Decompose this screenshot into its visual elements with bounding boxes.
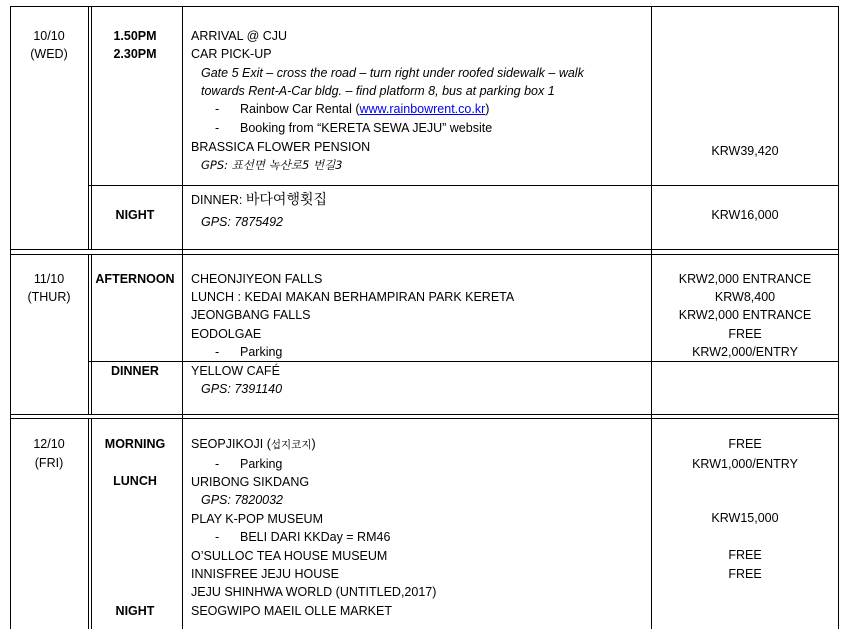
activity-arrival: ARRIVAL @ CJU xyxy=(191,29,288,43)
day-divider xyxy=(10,249,839,250)
slot-time: NIGHT xyxy=(115,208,155,222)
day-date: 11/10 xyxy=(33,272,65,286)
activity-line: INNISFREE JEJU HOUSE xyxy=(191,567,339,581)
activity-pension: BRASSICA FLOWER PENSION xyxy=(191,140,371,154)
gps-text: GPS: 7820032 xyxy=(201,493,284,507)
activity-sub-line: Parking xyxy=(240,457,283,471)
day-date: 12/10 xyxy=(33,437,65,451)
bullet-dash: - xyxy=(215,530,220,544)
cost-value: FREE xyxy=(728,567,762,581)
cost-value: KRW15,000 xyxy=(711,511,779,525)
slot-time: NIGHT xyxy=(115,604,155,618)
activity-line: YELLOW CAFÉ xyxy=(191,364,280,378)
slot-time: AFTERNOON xyxy=(95,272,175,286)
cost-value: KRW16,000 xyxy=(711,208,779,222)
gps-text: GPS: 7875492 xyxy=(201,215,284,229)
day-date: 10/10 xyxy=(33,29,65,43)
activity-line: URIBONG SIKDANG xyxy=(191,475,310,489)
day-weekday: (THUR) xyxy=(27,290,71,304)
slot-time: MORNING xyxy=(104,437,166,451)
activity-seopjikoji xyxy=(191,435,316,454)
bullet-dash: - xyxy=(215,102,220,116)
seopjikoji-label: SEOPJIKOJI ( xyxy=(191,437,271,451)
activity-sub-line: BELI DARI KKDay = RM46 xyxy=(240,530,391,544)
table-border-left xyxy=(10,6,11,629)
activity-line: SEOGWIPO MAEIL OLLE MARKET xyxy=(191,604,392,618)
cost-value: KRW1,000/ENTRY xyxy=(692,457,798,471)
rainbow-rental xyxy=(240,100,489,118)
cost-value: KRW8,400 xyxy=(714,290,776,304)
activity-dinner xyxy=(191,191,327,209)
activity-line: EODOLGAE xyxy=(191,327,262,341)
rainbow-link[interactable]: www.rainbowrent.co.kr xyxy=(359,102,486,116)
slot-time: DINNER xyxy=(111,364,159,378)
seopjikoji-suffix: ) xyxy=(311,437,316,451)
cost-value: KRW2,000 ENTRANCE xyxy=(678,308,812,322)
day-weekday: (WED) xyxy=(30,47,68,61)
bullet-dash: - xyxy=(215,457,220,471)
dinner-label: DINNER: xyxy=(191,193,246,207)
cost-value: FREE xyxy=(728,437,762,451)
slot-time: 2.30PM xyxy=(113,47,157,61)
dinner-name: 바다여행횟집 xyxy=(245,192,328,208)
rainbow-suffix: ) xyxy=(485,102,490,116)
slot-time: LUNCH xyxy=(113,474,157,488)
day-weekday: (FRI) xyxy=(34,456,64,470)
day-divider xyxy=(10,418,839,419)
cost-value: KRW2,000/ENTRY xyxy=(692,345,798,359)
cost-value: FREE xyxy=(728,327,762,341)
bullet-dash: - xyxy=(215,345,220,359)
directions-text: Gate 5 Exit – cross the road – turn right under roofed sidewalk – walk xyxy=(201,66,584,80)
activity-line: PLAY K-POP MUSEUM xyxy=(191,512,323,526)
gps-text: GPS: 7391140 xyxy=(201,382,283,396)
seopjikoji-korean: 섭지코지 xyxy=(270,439,312,451)
cost-value: KRW2,000 ENTRANCE xyxy=(678,272,812,286)
activity-line: LUNCH : KEDAI MAKAN BERHAMPIRAN PARK KERETA xyxy=(191,290,515,304)
activity-line: JEJU SHINHWA WORLD (UNTITLED,2017) xyxy=(191,585,437,599)
slot-time: 1.50PM xyxy=(113,29,157,43)
cost-value: KRW39,420 xyxy=(711,144,779,158)
bullet-dash: - xyxy=(215,121,220,135)
table-divider-col2 xyxy=(182,6,183,629)
row-divider xyxy=(88,185,839,186)
table-border-right xyxy=(838,6,839,629)
cost-value: FREE xyxy=(728,548,762,562)
directions-text: towards Rent-A-Car bldg. – find platform 8, bus at parking box 1 xyxy=(201,84,555,98)
gps-text: GPS: 표선면 녹산로5 번길3 xyxy=(201,158,343,172)
day-divider xyxy=(10,254,839,255)
activity-line: O’SULLOC TEA HOUSE MUSEUM xyxy=(191,549,388,563)
activity-line: JEONGBANG FALLS xyxy=(191,308,311,322)
activity-sub-line: Parking xyxy=(240,345,283,359)
booking-note: Booking from “KERETA SEWA JEJU” website xyxy=(240,121,493,135)
activity-car-pickup: CAR PICK-UP xyxy=(191,47,272,61)
table-border-top xyxy=(10,6,839,7)
rainbow-label: Rainbow Car Rental ( xyxy=(240,102,360,116)
activity-line: CHEONJIYEON FALLS xyxy=(191,272,323,286)
day-divider xyxy=(10,414,839,415)
